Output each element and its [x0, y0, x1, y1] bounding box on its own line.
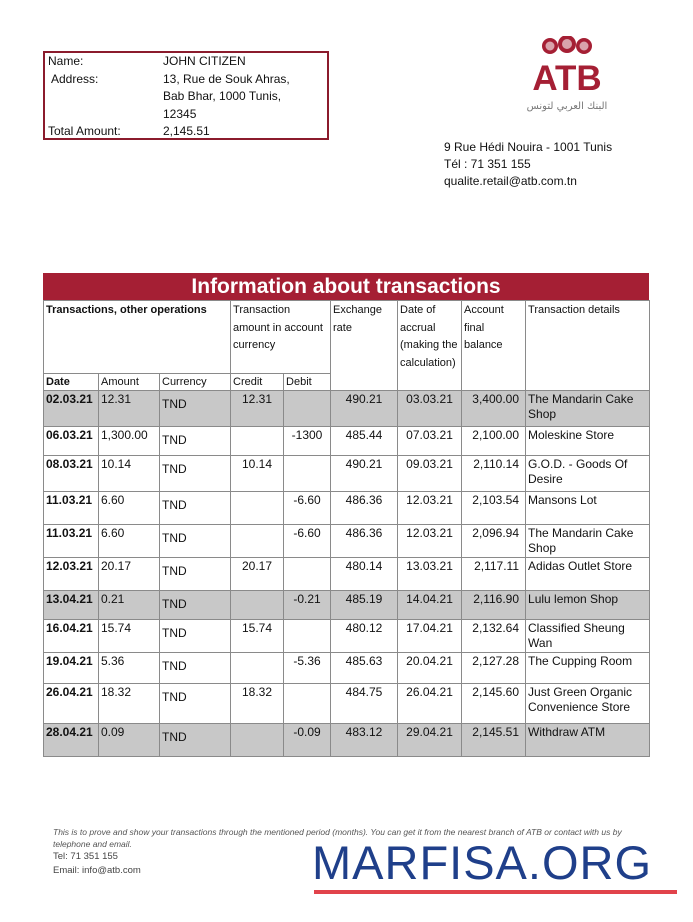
tx-accrual-date: 14.04.21 — [398, 591, 462, 620]
header-transactions-group: Transactions, other operations — [44, 301, 231, 374]
table-row — [44, 620, 650, 653]
tx-date: 19.04.21 — [44, 653, 99, 684]
tx-debit — [284, 684, 331, 724]
header-exchange-rate: Exchange rate — [331, 301, 398, 391]
tx-date: 13.04.21 — [44, 591, 99, 620]
header-amount: Amount — [99, 374, 160, 391]
tx-credit — [231, 492, 284, 525]
tx-exchange-rate: 485.44 — [331, 427, 398, 456]
header-date: Date — [44, 374, 99, 391]
table-row — [44, 525, 650, 558]
bank-contact — [444, 139, 612, 190]
customer-info-box — [43, 51, 329, 140]
tx-details: The Mandarin Cake Shop — [526, 525, 650, 558]
tx-debit: -1300 — [284, 427, 331, 456]
tx-exchange-rate: 480.12 — [331, 620, 398, 653]
tx-details: Mansons Lot — [526, 492, 650, 525]
customer-name: JOHN CITIZEN — [163, 54, 246, 68]
header-date-of-accrual: Date of accrual (making the calculation) — [398, 301, 462, 391]
logo-emblem-icon — [542, 36, 592, 54]
tx-accrual-date: 13.03.21 — [398, 558, 462, 591]
tx-currency: TND — [160, 525, 231, 558]
tx-accrual-date: 20.04.21 — [398, 653, 462, 684]
tx-date: 11.03.21 — [44, 492, 99, 525]
total-amount-value: 2,145.51 — [163, 124, 210, 138]
tx-credit: 12.31 — [231, 391, 284, 427]
tx-credit — [231, 427, 284, 456]
tx-currency: TND — [160, 620, 231, 653]
tx-credit: 18.32 — [231, 684, 284, 724]
footer-email: Email: info@atb.com — [53, 865, 141, 876]
tx-details: The Cupping Room — [526, 653, 650, 684]
tx-amount: 20.17 — [99, 558, 160, 591]
bank-email: qualite.retail@atb.com.tn — [444, 174, 577, 188]
header-amount-group: Transaction amount in account currency — [231, 301, 331, 374]
tx-credit: 20.17 — [231, 558, 284, 591]
tx-amount: 5.36 — [99, 653, 160, 684]
footer-tel: Tel: 71 351 155 — [53, 851, 118, 862]
tx-credit: 10.14 — [231, 456, 284, 492]
address-line-1: 13, Rue de Souk Ahras, — [163, 71, 290, 86]
tx-exchange-rate: 484.75 — [331, 684, 398, 724]
tx-accrual-date: 09.03.21 — [398, 456, 462, 492]
address-label: Address: — [51, 71, 99, 86]
tx-balance: 2,103.54 — [462, 492, 526, 525]
logo-text: ATB — [532, 59, 602, 98]
header-transaction-details: Transaction details — [526, 301, 650, 391]
tx-credit — [231, 591, 284, 620]
tx-accrual-date: 12.03.21 — [398, 492, 462, 525]
tx-date: 06.03.21 — [44, 427, 99, 456]
tx-details: Classified Sheung Wan — [526, 620, 650, 653]
tx-exchange-rate: 490.21 — [331, 391, 398, 427]
tx-accrual-date: 07.03.21 — [398, 427, 462, 456]
bank-address: 9 Rue Hédi Nouira - 1001 Tunis — [444, 140, 613, 154]
tx-accrual-date: 12.03.21 — [398, 525, 462, 558]
bank-phone: Tél : 71 351 155 — [444, 157, 531, 171]
tx-credit: 15.74 — [231, 620, 284, 653]
table-row — [44, 558, 650, 591]
tx-balance: 2,117.11 — [462, 558, 526, 591]
tx-amount: 12.31 — [99, 391, 160, 427]
transactions-table — [43, 273, 649, 757]
tx-currency: TND — [160, 456, 231, 492]
tx-currency: TND — [160, 558, 231, 591]
tx-balance: 2,100.00 — [462, 427, 526, 456]
tx-currency: TND — [160, 391, 231, 427]
tx-exchange-rate: 486.36 — [331, 525, 398, 558]
tx-date: 08.03.21 — [44, 456, 99, 492]
tx-date: 02.03.21 — [44, 391, 99, 427]
tx-date: 16.04.21 — [44, 620, 99, 653]
tx-balance: 2,096.94 — [462, 525, 526, 558]
tx-details: The Mandarin Cake Shop — [526, 391, 650, 427]
tx-currency: TND — [160, 724, 231, 757]
address-line-3: 12345 — [163, 106, 197, 121]
address-line-2: Bab Bhar, 1000 Tunis, — [163, 89, 282, 103]
table-title: Information about transactions — [43, 273, 649, 300]
table-row — [44, 724, 650, 757]
tx-amount: 0.21 — [99, 591, 160, 620]
tx-balance: 3,400.00 — [462, 391, 526, 427]
tx-exchange-rate: 485.19 — [331, 591, 398, 620]
table-row — [44, 653, 650, 684]
tx-exchange-rate: 485.63 — [331, 653, 398, 684]
atb-logo-graphic — [518, 36, 616, 116]
tx-accrual-date: 17.04.21 — [398, 620, 462, 653]
tx-debit — [284, 620, 331, 653]
tx-details: Lulu lemon Shop — [526, 591, 650, 620]
tx-credit — [231, 653, 284, 684]
tx-date: 26.04.21 — [44, 684, 99, 724]
tx-currency: TND — [160, 427, 231, 456]
tx-balance: 2,127.28 — [462, 653, 526, 684]
tx-currency: TND — [160, 492, 231, 525]
tx-credit — [231, 724, 284, 757]
tx-balance: 2,145.51 — [462, 724, 526, 757]
watermark-text: MARFISA.ORG — [312, 836, 653, 889]
tx-exchange-rate: 480.14 — [331, 558, 398, 591]
tx-accrual-date: 29.04.21 — [398, 724, 462, 757]
header-debit: Debit — [284, 374, 331, 391]
tx-balance: 2,110.14 — [462, 456, 526, 492]
tx-date: 11.03.21 — [44, 525, 99, 558]
table-row — [44, 684, 650, 724]
header-currency: Currency — [160, 374, 231, 391]
transactions-body — [44, 391, 650, 757]
tx-debit: -6.60 — [284, 492, 331, 525]
table-row — [44, 456, 650, 492]
tx-balance: 2,116.90 — [462, 591, 526, 620]
tx-exchange-rate: 490.21 — [331, 456, 398, 492]
tx-details: Withdraw ATM — [526, 724, 650, 757]
watermark-underline — [314, 890, 677, 894]
footer-note: This is to prove and show your transactions through the mentioned period (months). You can get it from the nearest branch of ATB or contact with us by telephone and email. — [53, 827, 622, 849]
tx-date: 28.04.21 — [44, 724, 99, 757]
tx-details: G.O.D. - Goods Of Desire — [526, 456, 650, 492]
total-amount-label: Total Amount: — [48, 124, 121, 138]
tx-amount: 6.60 — [99, 492, 160, 525]
tx-exchange-rate: 483.12 — [331, 724, 398, 757]
table-row — [44, 427, 650, 456]
atb-logo — [518, 36, 616, 116]
tx-details: Moleskine Store — [526, 427, 650, 456]
logo-arabic-text: البنك العربي لتونس — [526, 101, 608, 112]
tx-amount: 1,300.00 — [99, 427, 160, 456]
table-row — [44, 492, 650, 525]
tx-debit: -5.36 — [284, 653, 331, 684]
tx-accrual-date: 03.03.21 — [398, 391, 462, 427]
header-credit: Credit — [231, 374, 284, 391]
tx-balance: 2,145.60 — [462, 684, 526, 724]
tx-debit — [284, 391, 331, 427]
tx-balance: 2,132.64 — [462, 620, 526, 653]
tx-debit: -0.09 — [284, 724, 331, 757]
tx-currency: TND — [160, 653, 231, 684]
tx-debit — [284, 558, 331, 591]
tx-currency: TND — [160, 591, 231, 620]
tx-currency: TND — [160, 684, 231, 724]
tx-details: Adidas Outlet Store — [526, 558, 650, 591]
tx-debit — [284, 456, 331, 492]
tx-amount: 10.14 — [99, 456, 160, 492]
tx-accrual-date: 26.04.21 — [398, 684, 462, 724]
tx-details: Just Green Organic Convenience Store — [526, 684, 650, 724]
name-label: Name: — [48, 54, 84, 68]
tx-exchange-rate: 486.36 — [331, 492, 398, 525]
tx-debit: -6.60 — [284, 525, 331, 558]
tx-amount: 0.09 — [99, 724, 160, 757]
tx-date: 12.03.21 — [44, 558, 99, 591]
tx-debit: -0.21 — [284, 591, 331, 620]
table-row — [44, 591, 650, 620]
table-row — [44, 391, 650, 427]
tx-credit — [231, 525, 284, 558]
header-account-balance: Account final balance — [462, 301, 526, 391]
tx-amount: 15.74 — [99, 620, 160, 653]
tx-amount: 6.60 — [99, 525, 160, 558]
tx-amount: 18.32 — [99, 684, 160, 724]
